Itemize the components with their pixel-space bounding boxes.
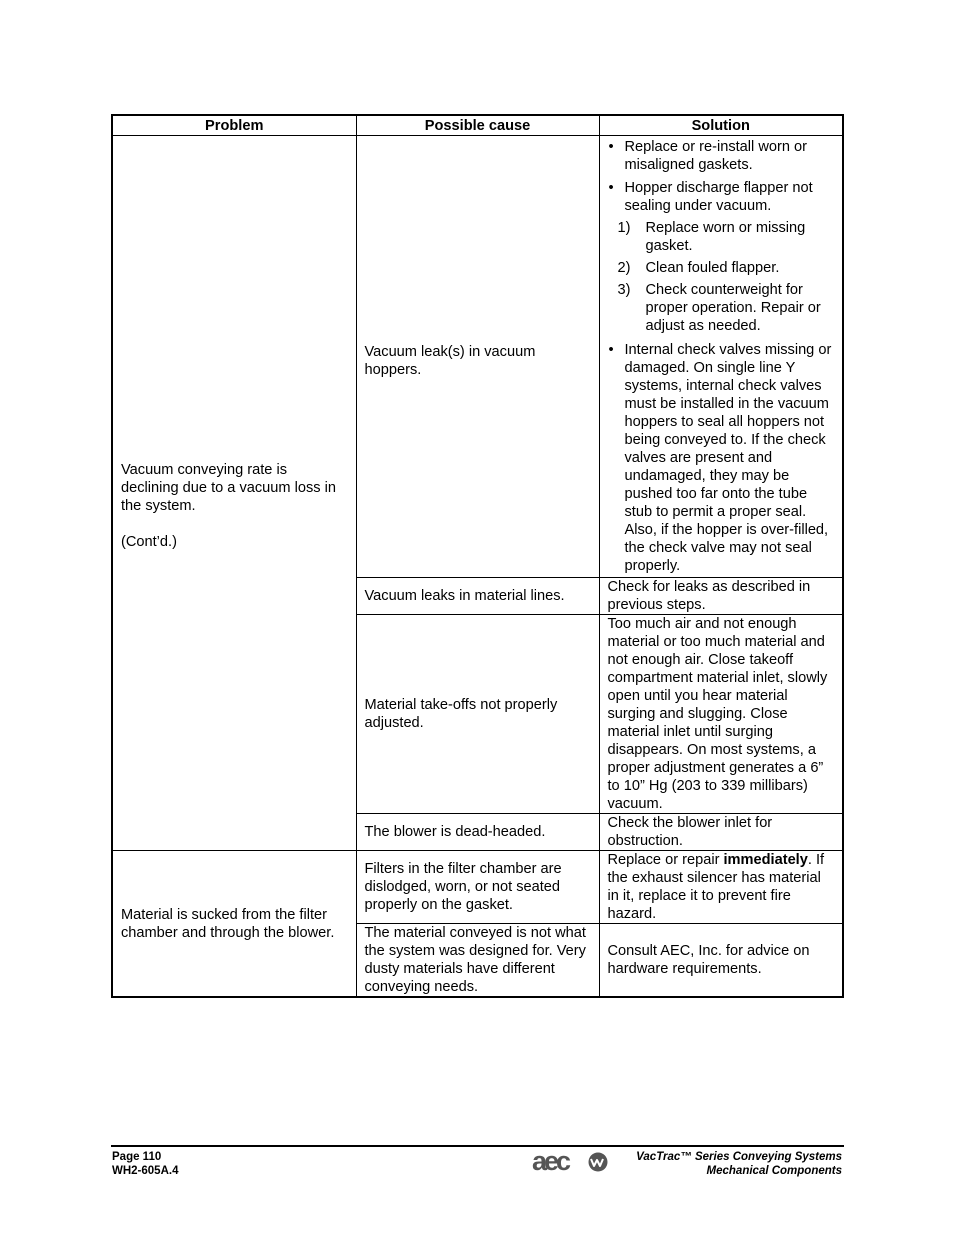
solution-cell [599, 136, 843, 578]
solution-cell: Check the blower inlet for obstruction. [599, 814, 843, 851]
step-number: 3) [617, 282, 631, 298]
logo-text: aec [532, 1148, 569, 1174]
solution-bullet-list [608, 341, 835, 575]
footer-divider [111, 1145, 844, 1147]
step-text: Check counterweight for proper operation. Repair or adjust as needed. [645, 282, 821, 334]
cause-cell: The blower is dead-headed. [356, 814, 599, 851]
list-item-text: Hopper discharge flapper not sealing under vacuum. [624, 180, 813, 214]
bullet-icon: • [608, 342, 614, 358]
cause-cell: The material conveyed is not what the system was designed for. Very dusty materials have different conveying needs. [356, 924, 599, 998]
footer-right [636, 1150, 842, 1178]
solution-cell [599, 851, 843, 924]
step-number: 1) [617, 220, 631, 236]
solution-text: Replace or repair [607, 852, 724, 868]
troubleshooting-table [111, 114, 844, 998]
list-item [608, 219, 835, 255]
document-id: WH2-605A.4 [112, 1165, 179, 1177]
problem-cell-vacuum-loss [112, 136, 356, 851]
cause-cell [356, 136, 599, 578]
problem-continued-note: (Cont’d.) [121, 534, 177, 550]
solution-text: . If the exhaust silencer has material in it, replace it to prevent fire hazard. [607, 852, 825, 922]
cause-text: Vacuum leak(s) in vacuum hoppers. [364, 343, 536, 378]
step-number: 2) [617, 260, 631, 276]
list-item [608, 138, 835, 174]
section-title: Mechanical Components [706, 1165, 842, 1177]
cause-cell: Material take-offs not properly adjusted. [356, 615, 599, 814]
solution-cell: Check for leaks as described in previous steps. [599, 578, 843, 615]
header-solution: Solution [599, 115, 843, 136]
list-item-text: Internal check valves missing or damaged. On single line Y systems, internal check valves must be installed in the vacuum hoppers to seal all hoppers not being conveyed to. If the check valves are present and undamaged, they may be pushed too far onto the tube stub to permit a proper seal. Also, if the hopper is over-filled, the check valve may not seal properly. [624, 342, 832, 574]
step-text: Clean fouled flapper. [645, 260, 780, 276]
step-text: Replace worn or missing gasket. [645, 220, 806, 254]
page-number: Page 110 [112, 1151, 162, 1163]
list-item [608, 179, 835, 215]
list-item [608, 259, 835, 277]
table-header-row [112, 115, 843, 136]
series-title: VacTrac™ Series Conveying Systems [636, 1151, 842, 1163]
table-row [112, 851, 843, 924]
bullet-icon: • [608, 139, 614, 155]
solution-cell: Too much air and not enough material or too much material and not enough air. Close takeoff compartment material inlet, slowly open until you hear material surging and slugging. Close material inlet until surging disappears. On most systems, a proper adjustment generates a 6” to 10” Hg (203 to 339 millibars) vacuum. [599, 615, 843, 814]
problem-text: Vacuum conveying rate is declining due to a vacuum loss in the system. [121, 462, 336, 514]
table-row [112, 136, 843, 578]
footer-left [112, 1150, 178, 1178]
problem-cell-material-sucked: Material is sucked from the filter chamber and through the blower. [112, 851, 356, 998]
solution-step-list [608, 219, 835, 335]
header-possible-cause: Possible cause [356, 115, 599, 136]
list-item-text: Replace or re-install worn or misaligned gaskets. [624, 139, 807, 173]
list-item [608, 281, 835, 335]
solution-emphasis: immediately [723, 852, 808, 868]
header-problem: Problem [112, 115, 356, 136]
cause-cell: Vacuum leaks in material lines. [356, 578, 599, 615]
bullet-icon: • [608, 180, 614, 196]
list-item [608, 341, 835, 575]
aec-logo-icon [531, 1148, 609, 1174]
solution-cell: Consult AEC, Inc. for advice on hardware requirements. [599, 924, 843, 998]
cause-cell: Filters in the filter chamber are dislodged, worn, or not seated properly on the gasket. [356, 851, 599, 924]
solution-bullet-list [608, 138, 835, 215]
